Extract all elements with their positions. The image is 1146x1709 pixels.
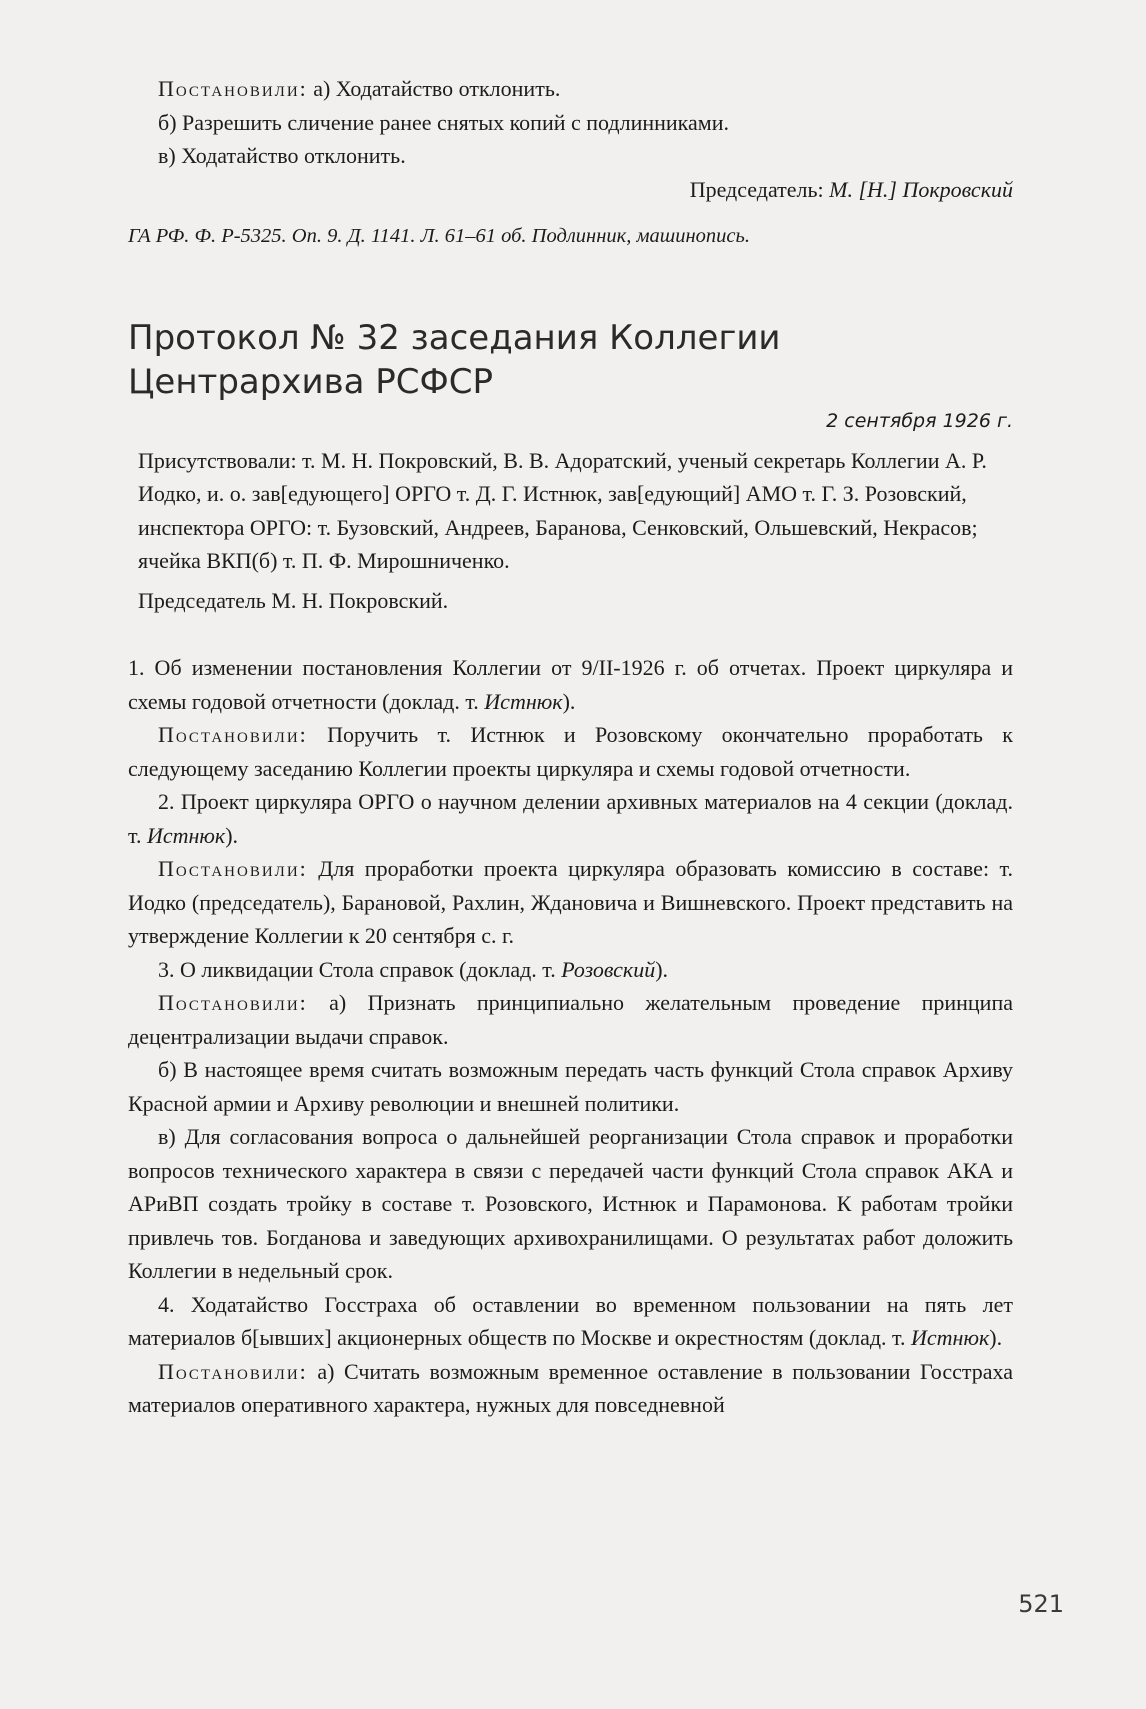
page-content (128, 72, 1013, 1422)
agenda-item-4: 4. Ходатайство Госстраха об оставлении во временном пользовании на пять лет материалов б[ывших] акционерных обществ по Москве и окрестностям (доклад. т. Истнюк). (128, 1291, 1013, 1350)
resolution-item-3b: б) В настоящее время считать возможным передать часть функций Стола справок Архиву Красной армии и Архиву революции и внешней политики. (128, 1057, 1013, 1116)
meeting-chairman: Председатель М. Н. Покровский. (138, 587, 449, 613)
resolution-b: б) Разрешить сличение ранее снятых копий с подлинниками. (158, 109, 729, 135)
chairman-signature: Председатель: М. [Н.] Покровский (689, 176, 1013, 202)
resolution-item-4: Постановили: а) Считать возможным временное оставление в пользовании Госстраха материалов оперативного характера, нужных для повседневной (128, 1358, 1013, 1417)
protocol-date: 2 сентября 1926 г. (826, 409, 1013, 432)
resolution-c: в) Ходатайство отклонить. (158, 143, 406, 168)
resolution-lead: Постановили: (158, 76, 308, 101)
agenda-item-1: 1. Об изменении постановления Коллегии от 9/II-1926 г. об отчетах. Проект циркуляра и схемы годовой отчетности (доклад. т. Истнюк). (128, 655, 1013, 714)
agenda-item-3: 3. О ликвидации Стола справок (доклад. т. Розовский). (158, 956, 669, 982)
resolution-item-3a: Постановили: а) Признать принципиально желательным проведение принципа децентрализации выдачи справок. (128, 990, 1013, 1049)
attendees: Присутствовали: т. М. Н. Покровский, В. В. Адоратский, ученый секретарь Коллегии А. Р. Иодко, и. о. зав[едующего] ОРГО т. Д. Г. Истнюк, зав[едующий] АМО т. Г. З. Розовский, инспектора ОРГО: т. Бузовский, Андреев, Баранова, Сенковский, Ольшевский, Некрасов; ячейка ВКП(б) т. П. Ф. Мирошниченко. (138, 447, 987, 573)
resolution-item-3c: в) Для согласования вопроса о дальнейшей реорганизации Стола справок и проработки вопросов технического характера в связи с передачей части функций Стола справок АКА и АРиВП создать тройку в составе т. Розовского, Истнюк и Парамонова. К работам тройки привлечь тов. Богданова и заведующих архивохранилищами. О результатах работ доложить Коллегии в недельный срок. (128, 1124, 1013, 1283)
resolution-item-1: Постановили: Поручить т. Истнюк и Розовскому окончательно проработать к следующему заседанию Коллегии проекты циркуляра и схемы годовой отчетности. (128, 722, 1013, 781)
resolution-item-2: Постановили: Для проработки проекта циркуляра образовать комиссию в составе: т. Иодко (председатель), Барановой, Рахлин, Ждановича и Вишневского. Проект представить на утверждение Коллегии к 20 сентября с. г. (128, 856, 1013, 948)
archive-reference: ГА РФ. Ф. Р-5325. Оп. 9. Д. 1141. Л. 61–61 об. Подлинник, машинопись. (128, 225, 750, 247)
protocol-title: Протокол № 32 заседания Коллегии Центрархива РСФСР (128, 317, 781, 402)
page-number: 521 (1018, 1590, 1064, 1618)
resolution-a: Постановили: а) Ходатайство отклонить. (158, 76, 561, 101)
agenda-item-2: 2. Проект циркуляра ОРГО о научном делении архивных материалов на 4 секции (доклад. т. Истнюк). (128, 789, 1013, 848)
